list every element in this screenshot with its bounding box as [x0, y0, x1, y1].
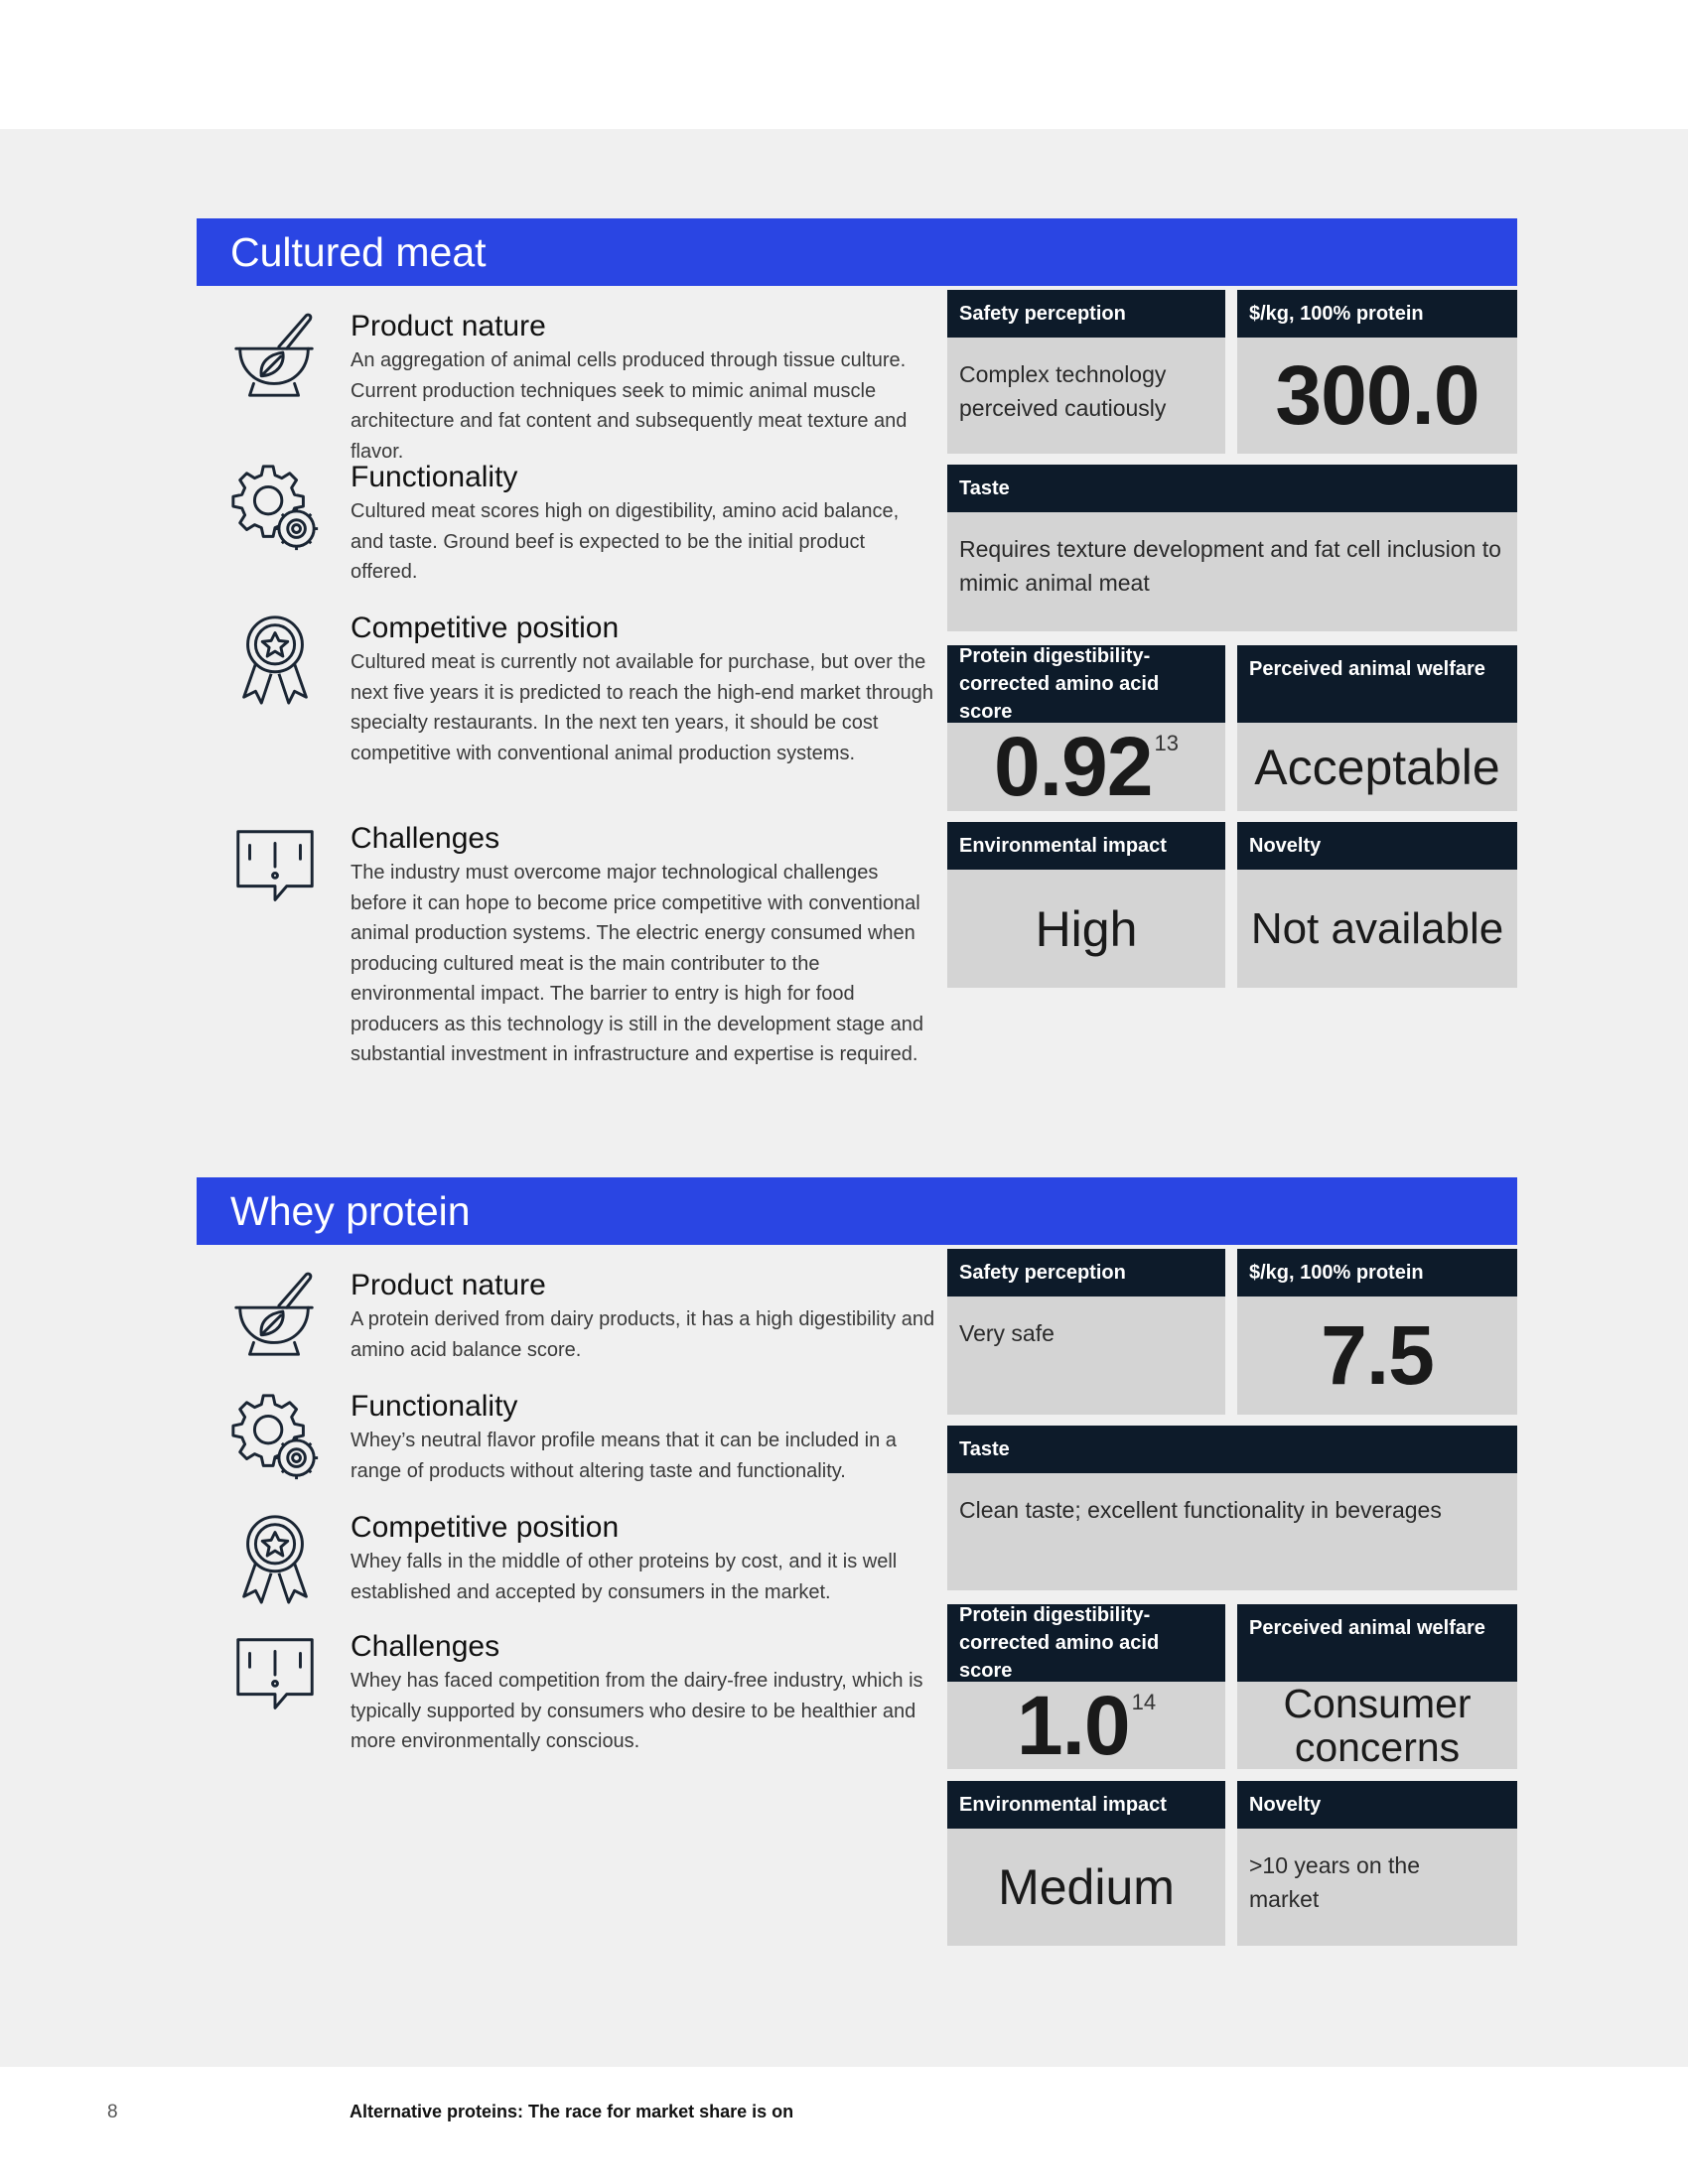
item-heading: Competitive position — [351, 612, 620, 644]
card-label: Perceived animal welfare — [1237, 645, 1517, 723]
card-value: Complex technology perceived cautiously — [959, 361, 1167, 421]
section-whey-protein — [197, 1177, 1517, 1952]
card-label: Environmental impact — [947, 1781, 1225, 1829]
card-label: $/kg, 100% protein — [1237, 290, 1517, 338]
item-heading: Functionality — [351, 461, 518, 493]
gears-icon — [226, 459, 324, 556]
card-label: Taste — [947, 1426, 1517, 1473]
card-pdcaas — [947, 645, 1225, 811]
item-heading: Product nature — [351, 1269, 546, 1301]
alert-speech-icon — [226, 1628, 324, 1725]
section-title: Cultured meat — [197, 218, 1517, 286]
item-challenges — [197, 1628, 931, 1757]
footnote-ref: 14 — [1131, 1690, 1157, 1714]
card-environmental-impact — [947, 1781, 1225, 1946]
card-label: Protein digestibility-corrected amino acid score — [947, 645, 1225, 723]
item-product-nature — [197, 1267, 935, 1366]
card-value: Not available — [1250, 903, 1504, 953]
card-value: Medium — [998, 1859, 1175, 1915]
card-safety-perception — [947, 1249, 1225, 1415]
card-value: 1.0 — [1016, 1678, 1130, 1772]
item-challenges — [197, 820, 931, 1108]
card-novelty — [1237, 822, 1517, 988]
alert-speech-icon — [226, 820, 324, 917]
item-text: Whey’s neutral flavor profile means that it can be included in a range of products without altering taste and functionality. — [351, 1430, 897, 1482]
section-title: Whey protein — [197, 1177, 1517, 1245]
card-environmental-impact — [947, 822, 1225, 988]
card-value: Clean taste; excellent functionality in beverages — [959, 1497, 1442, 1523]
item-text: Cultured meat scores high on digestibility, amino acid balance, and taste. Ground beef is expected to be the initial product offered. — [351, 500, 900, 583]
footnote-ref: 13 — [1154, 731, 1179, 755]
card-label: $/kg, 100% protein — [1237, 1249, 1517, 1297]
card-value: Very safe — [959, 1320, 1055, 1346]
footer-title: Alternative proteins: The race for market share is on — [350, 2102, 794, 2121]
item-functionality — [197, 1388, 931, 1487]
award-ribbon-icon — [226, 610, 324, 707]
item-heading: Challenges — [351, 1630, 500, 1663]
card-taste — [947, 465, 1517, 631]
item-heading: Functionality — [351, 1390, 518, 1423]
item-text: Cultured meat is currently not available for purchase, but over the next five years it is predicted to reach the high-end market through specialty restaurants. In the next ten years, it should be cost competitive with conventional animal production systems. — [351, 651, 933, 764]
item-competitive-position — [197, 610, 931, 798]
card-value: High — [1035, 900, 1138, 957]
card-pdcaas — [947, 1604, 1225, 1772]
item-text: The industry must overcome major technological challenges before it can hope to become price competitive with conventional animal production systems. The electric energy consumed when producing cultured meat is the main contributer to the environmental impact. The barrier to entry is high for food producers as this technology is still in the development stage and substantial investment in infrastructure and expertise is required. — [351, 862, 924, 1065]
item-text: A protein derived from dairy products, it has a high digestibility and amino acid balance score. — [351, 1308, 935, 1361]
card-label: Taste — [947, 465, 1517, 512]
card-value: Requires texture development and fat cell inclusion to mimic animal meat — [959, 536, 1501, 596]
card-value: 7.5 — [1321, 1308, 1434, 1402]
card-novelty — [1237, 1781, 1517, 1946]
section-cultured-meat — [197, 218, 1517, 1132]
card-taste — [947, 1426, 1517, 1590]
card-value: 300.0 — [1275, 348, 1479, 442]
card-price — [1237, 1249, 1517, 1415]
card-animal-welfare — [1237, 645, 1517, 811]
card-value: Consumer concerns — [1283, 1681, 1472, 1770]
award-ribbon-icon — [226, 1509, 324, 1606]
card-label: Environmental impact — [947, 822, 1225, 870]
card-price — [1237, 290, 1517, 454]
mortar-pestle-icon — [226, 308, 324, 405]
card-label: Protein digestibility-corrected amino acid score — [947, 1604, 1225, 1682]
card-label: Novelty — [1237, 822, 1517, 870]
card-value: Acceptable — [1254, 739, 1500, 795]
card-label: Perceived animal welfare — [1237, 1604, 1517, 1682]
item-functionality — [197, 459, 931, 588]
page-number: 8 — [107, 2102, 118, 2122]
mortar-pestle-icon — [226, 1267, 324, 1364]
card-label: Safety perception — [947, 290, 1225, 338]
card-animal-welfare — [1237, 1604, 1517, 1769]
card-safety-perception — [947, 290, 1225, 454]
item-heading: Competitive position — [351, 1511, 620, 1544]
gears-icon — [226, 1388, 324, 1485]
item-heading: Challenges — [351, 822, 500, 855]
item-product-nature — [197, 308, 931, 463]
item-competitive-position — [197, 1509, 931, 1608]
card-label: Novelty — [1237, 1781, 1517, 1829]
item-heading: Product nature — [351, 310, 546, 342]
card-value: 0.92 — [994, 720, 1153, 813]
item-text: Whey falls in the middle of other proteins by cost, and it is well established and accepted by consumers in the market. — [351, 1551, 898, 1603]
card-value: >10 years on the market — [1249, 1852, 1420, 1912]
item-text: Whey has faced competition from the dairy-free industry, which is typically supported by consumers who desire to be healthier and more environmentally conscious. — [351, 1670, 923, 1752]
item-text: An aggregation of animal cells produced through tissue culture. Current production techniques seek to mimic animal muscle architecture and fat content and subsequently meat texture and flavor. — [351, 349, 908, 463]
card-label: Safety perception — [947, 1249, 1225, 1297]
